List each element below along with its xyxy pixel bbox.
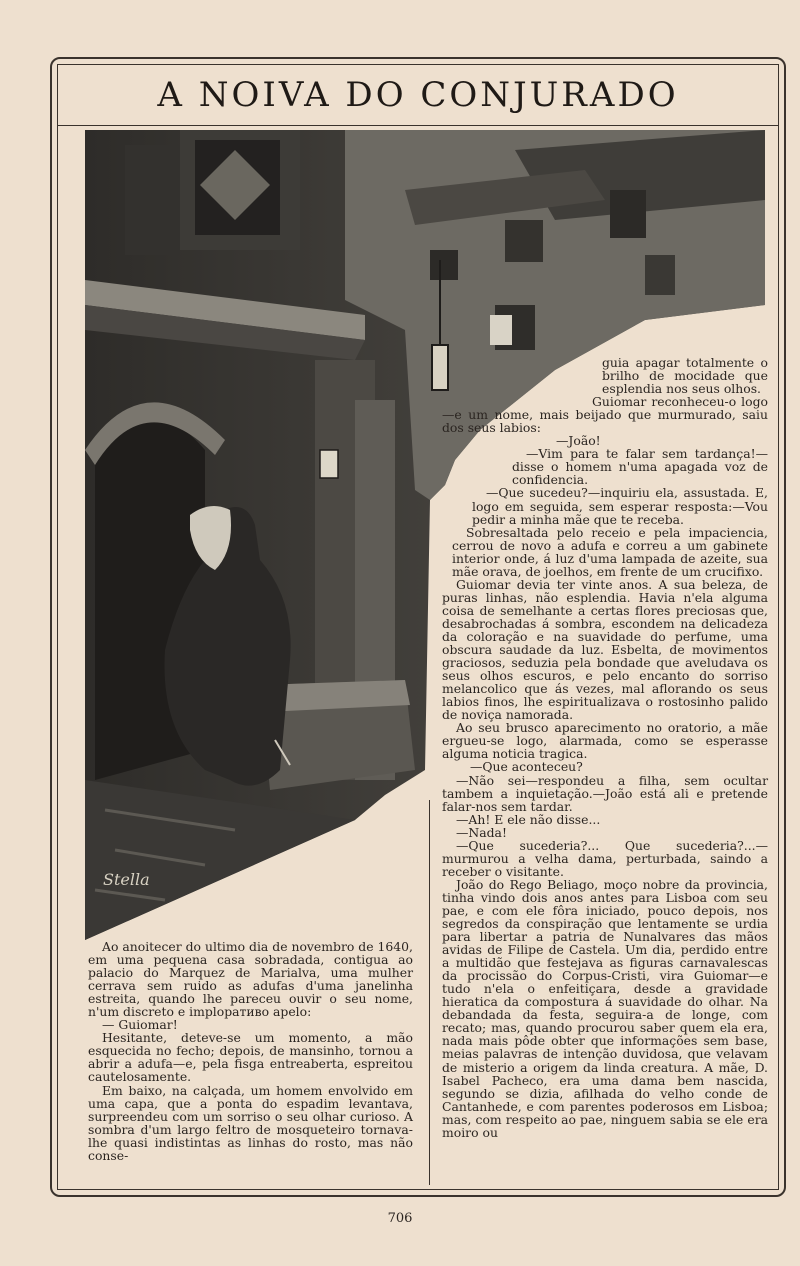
paragraph: — Guiomar! bbox=[102, 1017, 178, 1033]
artist-signature: Stella bbox=[103, 870, 150, 889]
paragraph: —Que sucederia?... Que sucederia?...—murmurou a velha dama, perturbada, saindo a receber o visitante. bbox=[442, 837, 768, 879]
paragraph: —Que sucedeu?—inquiriu ela, assustada. E, logo em seguida, sem esperar resposta:—Vou pedir a minha mãe que te receba. bbox=[472, 485, 768, 527]
paragraph: João do Rego Beliago, moço nobre da provincia, tinha vindo dois anos antes para Lisboa com seu pae, e com ele fôra iniciado, pouco depois, nos segredos da conspiração que lentamente se urdia para libertar a patria de Nunalvares das mãos avidas de Filipe de Castela. Um dia, perdido entre a multidão que festejava as figuras carnavalescas da procissão do Corpus-Cristi, vira Guiomar—e tudo n'ela o enfeitiçara, desde a gravidade hieratica da compostura á suavidade do olhar. Na debandada da festa, seguira-a de longe, com recato; mas, quando procurou saber quem ela era, nada mais pôde obter que informações sem base, meias palavras de intenção duvidosa, que velavam de misterio a origem da linda creatura. A mãe, D. Isabel Pacheco, era uma dama bem nascida, segundo se dizia, afilhada do velho conde de Cantanhede, e com parentes poderosos em Lisboa; mas, com respeito ao pae, ninguem sabia se ele era moiro ou bbox=[442, 876, 768, 1140]
paragraph: Em baixo, na calçada, um homem envolvido em uma capa, que a ponta do espadim levantava, surpreendeu com um sorriso o seu olhar curioso. A sombra d'um largo feltro de mosqueteiro tornava-lhe quasi indistintas as linhas do rosto, mas não conse- bbox=[88, 1082, 413, 1163]
right-column bbox=[442, 356, 768, 1139]
paragraph: —Nada! bbox=[456, 824, 507, 840]
column-divider bbox=[429, 800, 430, 1185]
paragraph: —Não sei—respondeu a filha, sem ocultar tambem a inquietação.—João está ali e pretende falar-nos sem tardar. bbox=[442, 772, 768, 814]
paragraph: Hesitante, deteve-se um momento, a mão esquecida no fecho; depois, de mansinho, tornou a abrir a adufa—e, pela fisga entreaberta, espreitou cautelosamente. bbox=[88, 1030, 413, 1085]
paragraph: —Vim para te falar sem tardança!—disse o homem n'uma apagada voz de confidencia. bbox=[512, 446, 768, 488]
page-number: 706 bbox=[387, 1211, 413, 1226]
paragraph: Guiomar devia ter vinte anos. A sua beleza, de puras linhas, não esplendia. Havia n'ela alguma coisa de semelhante a certas flores preciosas que, desabrochadas á sombra, escondem na delicadeza da coloração e na suavidade do perfume, uma obscura saudade da luz. Esbelta, de movimentos graciosos, seduzia pela bondade que aveludava os seus olhos escuros, e pelo encanto do sorriso melancolico que ás vezes, mal aflorando os seus labios finos, lhe espiritualizava o rostosinho palido de noviça namorada. bbox=[442, 576, 768, 723]
paragraph: —Que aconteceu? bbox=[470, 759, 583, 775]
paragraph: guia apagar totalmente o brilho de mocidade que esplendia nos seus olhos. bbox=[602, 355, 768, 397]
paragraph: Ao seu brusco aparecimento no oratorio, a mãe ergueu-se logo, alarmada, como se esperasse alguma noticia tragica. bbox=[442, 720, 768, 762]
paragraph: Ao anoitecer do ultimo dia de novembro de 1640, em uma pequena casa sobradada, contigua ao palacio do Marquez de Marialva, uma mulher cerrava sem ruido as adufas d'uma janelinha estreita, quando lhe pareceu ouvir o seu nome, n'um discreto e imploративo apelo: bbox=[88, 939, 413, 1020]
paragraph: Sobresaltada pelo receio e pela impaciencia, cerrou de novo a adufa e correu a um gabinete interior onde, á luz d'uma lampada de azeite, sua mãe orava, de joelhos, em frente de um crucifixo. bbox=[452, 524, 768, 579]
article-title: A NOIVA DO CONJURADO bbox=[157, 75, 679, 115]
paragraph: —João! bbox=[556, 433, 601, 449]
title-rule bbox=[57, 125, 779, 126]
left-column bbox=[88, 940, 413, 1162]
paragraph: —Ah! E ele não disse... bbox=[456, 811, 601, 827]
paragraph: Guiomar reconheceu-o logo —e um nome, mais beijado que murmurado, saiu dos seus labios: bbox=[442, 394, 768, 436]
